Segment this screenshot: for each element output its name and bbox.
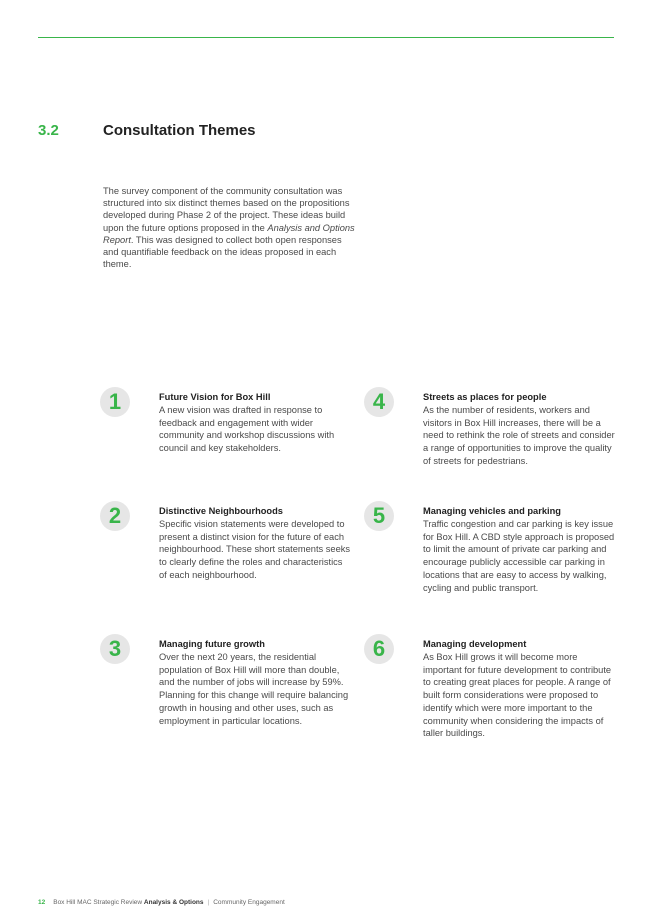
page-footer (38, 899, 285, 906)
footer-doc-part: Analysis & Options (143, 899, 204, 906)
section-title: Consultation Themes (103, 122, 256, 139)
theme-number-badge: 2 (100, 501, 130, 531)
intro-text-1: The survey component of the community consultation was structured into six distinct themes based on the propositions developed during Phase 2 of the project. These ideas build upon the future options proposed in the (103, 186, 350, 233)
theme-title: Streets as places for people (423, 392, 547, 402)
intro-paragraph (103, 185, 355, 270)
theme-title: Managing vehicles and parking (423, 506, 561, 516)
theme-title: Future Vision for Box Hill (159, 392, 271, 402)
theme-description: Traffic congestion and car parking is key issue for Box Hill. A CBD style approach is proposed to limit the amount of private car parking and encourage publicly accessible car parking in locations that are easy to access by walking, cycling and public transport. (423, 519, 615, 593)
theme-number-badge: 4 (364, 387, 394, 417)
section-number: 3.2 (38, 122, 59, 139)
theme-title: Managing development (423, 639, 527, 649)
theme-title: Managing future growth (159, 639, 265, 649)
theme-number-badge: 6 (364, 634, 394, 664)
theme-description: As Box Hill grows it will become more important for future development to contribute to creating great places for people. A range of built form considerations were proposed to identify which were more important to the community when considering the impacts of taller buildings. (423, 652, 612, 739)
report-title: Analysis and Options Report (103, 222, 355, 245)
theme-title: Distinctive Neighbourhoods (159, 506, 283, 516)
intro-text-2: . This was designed to collect both open responses and quantifiable feedback on the ideas proposed in each theme. (103, 234, 342, 270)
theme-description: Specific vision statements were developed to present a distinct vision for the future of each neighbourhood. These short statements seeks to clearly define the roles and characteristics of each neighbourhood. (159, 519, 351, 580)
theme-number-badge: 5 (364, 501, 394, 531)
theme-number-badge: 3 (100, 634, 130, 664)
footer-section: Community Engagement (213, 899, 285, 906)
page-number: 12 (38, 899, 46, 906)
theme-description: As the number of residents, workers and visitors in Box Hill increases, there will be a need to rethink the role of streets and consider a range of opportunities to improve the quality of streets for pedestrians. (423, 405, 615, 466)
theme-description: Over the next 20 years, the residential population of Box Hill will more than double, and the number of jobs will increase by 59%. Planning for this change will require balancing growth in housing and other uses, such as employment in particular locations. (159, 652, 349, 726)
footer-doc-title: Box Hill MAC Strategic Review (53, 899, 143, 906)
top-rule (38, 37, 614, 38)
theme-number-badge: 1 (100, 387, 130, 417)
theme-description: A new vision was drafted in response to feedback and engagement with wider community and workshop discussions with council and key stakeholders. (159, 405, 335, 454)
footer-separator: | (207, 899, 210, 906)
